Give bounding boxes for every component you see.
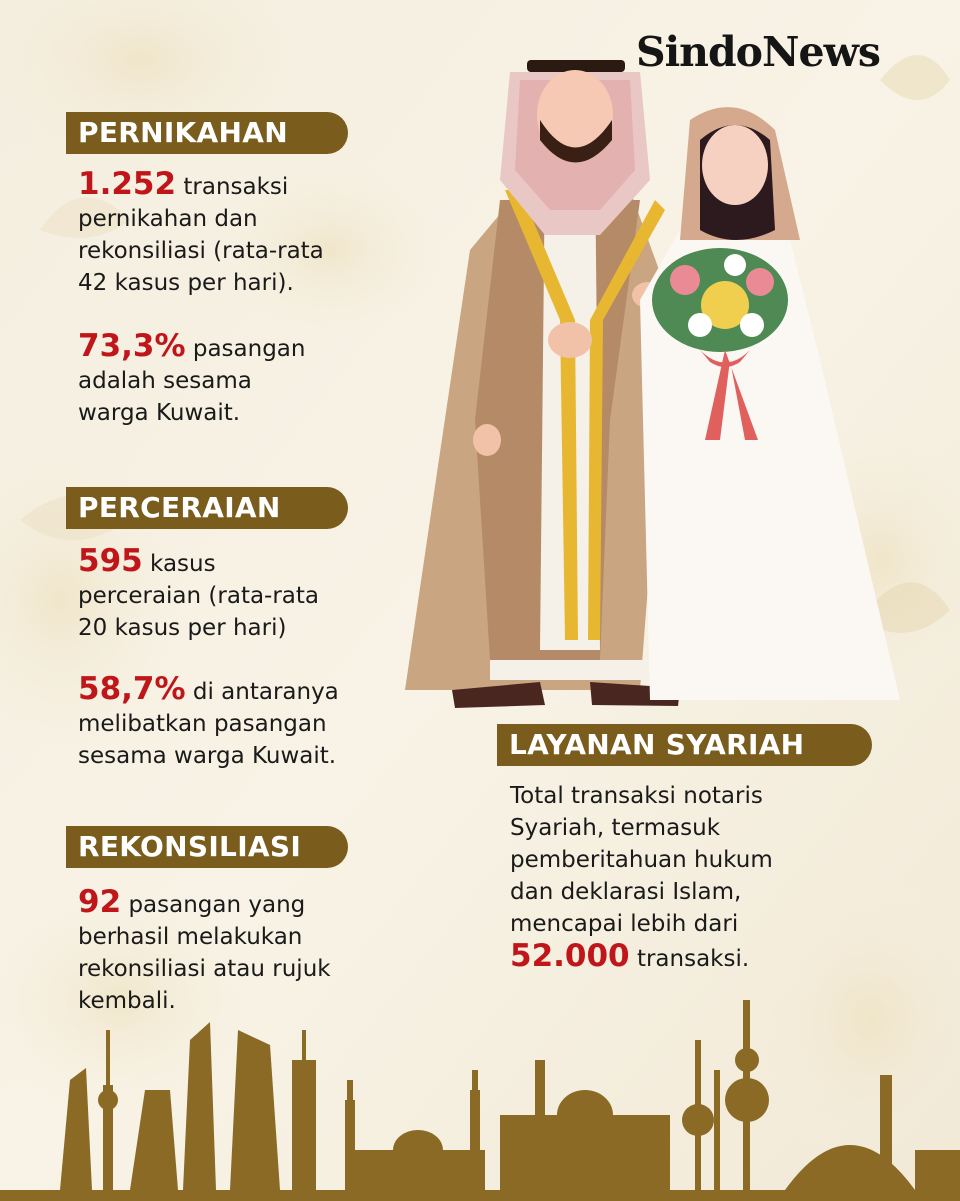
section-header-rekonsiliasi: REKONSILIASI bbox=[66, 826, 348, 868]
sindonews-logo[interactable]: SindoNews bbox=[636, 28, 880, 76]
stat-pernikahan-pasangan bbox=[78, 330, 378, 429]
stat-text: pasangan yang berhasil melakukan rekonsiliasi atau rujuk kembali. bbox=[78, 892, 331, 1014]
section-header-perceraian: PERCERAIAN bbox=[66, 487, 348, 529]
stat-number: 595 bbox=[78, 543, 143, 579]
section-header-layanan-syariah: LAYANAN SYARIAH bbox=[497, 724, 872, 766]
stat-number: 1.252 bbox=[78, 166, 177, 202]
stat-text: pasangan adalah sesama warga Kuwait. bbox=[78, 336, 306, 426]
stat-intro: Total transaksi notaris Syariah, termasuk pemberitahuan hukum dan deklarasi Islam, mencapai lebih dari bbox=[510, 783, 773, 937]
stat-rekonsiliasi bbox=[78, 886, 388, 1017]
stat-layanan-syariah bbox=[510, 780, 830, 975]
stat-perceraian-persen bbox=[78, 673, 398, 772]
stat-text: transaksi. bbox=[629, 946, 750, 972]
stat-number: 92 bbox=[78, 884, 122, 920]
stat-text: transaksi pernikahan dan rekonsiliasi (rata-rata 42 kasus per hari). bbox=[78, 174, 324, 296]
stat-perceraian-kasus bbox=[78, 545, 378, 644]
stat-pernikahan-transaksi bbox=[78, 168, 378, 299]
stat-number: 73,3% bbox=[78, 328, 186, 364]
section-header-pernikahan: PERNIKAHAN bbox=[66, 112, 348, 154]
stat-number: 58,7% bbox=[78, 671, 186, 707]
stat-text: kasus perceraian (rata-rata 20 kasus per hari) bbox=[78, 551, 320, 641]
stat-text: di antaranya melibatkan pasangan sesama warga Kuwait. bbox=[78, 679, 339, 769]
stat-number: 52.000 bbox=[510, 938, 630, 974]
